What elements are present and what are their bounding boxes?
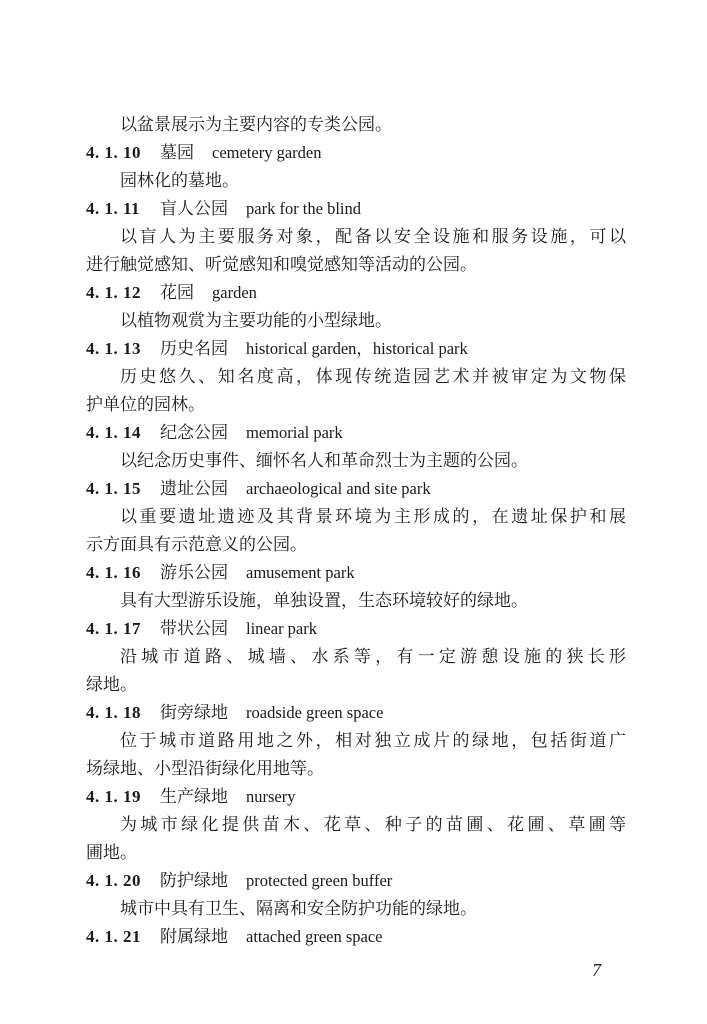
term-heading [86,335,626,363]
definition-line: 沿城市道路、城墙、水系等，有一定游憩设施的狭长形 [120,647,626,667]
term-english: nursery [246,787,296,806]
term-number: 4. 1. 17 [86,619,141,638]
definition-line: 位于城市道路用地之外，相对独立成片的绿地，包括街道广 [120,731,626,751]
term-heading [86,195,626,223]
document-page [86,111,626,951]
definition-line: 场绿地、小型沿街绿化用地等。 [86,759,324,779]
definition-line: 以植物观赏为主要功能的小型绿地。 [120,311,392,331]
term-number: 4. 1. 11 [86,199,141,218]
term-chinese: 带状公园 [160,619,228,639]
term-english: attached green space [246,927,383,946]
definition-line: 历史悠久、知名度高，体现传统造园艺术并被审定为文物保 [120,367,626,387]
term-english: memorial park [246,423,343,442]
term-chinese: 墓园 [160,143,194,163]
definition-line: 城市中具有卫生、隔离和安全防护功能的绿地。 [120,899,477,919]
definition-line: 护单位的园林。 [86,395,205,415]
term-chinese: 历史名园 [160,339,228,359]
definition-line: 为城市绿化提供苗木、花草、种子的苗圃、花圃、草圃等 [120,815,626,835]
definition-line: 以重要遗址遗迹及其背景环境为主形成的，在遗址保护和展 [120,507,626,527]
term-english: linear park [246,619,318,638]
term-number: 4. 1. 21 [86,927,141,946]
term-english: archaeological and site park [246,479,431,498]
definition-line: 圃地。 [86,843,137,863]
term-english: amusement park [246,563,355,582]
term-heading [86,923,626,951]
term-chinese: 附属绿地 [160,927,228,947]
term-heading [86,615,626,643]
term-heading [86,139,626,167]
term-english: park for the blind [246,199,362,218]
definition-line: 绿地。 [86,675,137,695]
term-english: roadside green space [246,703,384,722]
term-english: cemetery garden [212,143,322,162]
document-body [86,111,626,951]
term-english: protected green buffer [246,871,393,890]
term-chinese: 生产绿地 [160,787,228,807]
term-heading [86,279,626,307]
term-number: 4. 1. 15 [86,479,141,498]
term-english: historical garden，historical park [246,339,468,358]
definition-line: 以纪念历史事件、缅怀名人和革命烈士为主题的公园。 [120,451,528,471]
term-heading [86,475,626,503]
definition-line: 园林化的墓地。 [120,171,239,191]
definition-line: 进行触觉感知、听觉感知和嗅觉感知等活动的公园。 [86,255,477,275]
term-heading [86,867,626,895]
term-chinese: 街旁绿地 [160,703,228,723]
definition-line: 具有大型游乐设施，单独设置，生态环境较好的绿地。 [120,591,528,611]
term-number: 4. 1. 19 [86,787,141,806]
definition-line: 示方面具有示范意义的公园。 [86,535,307,555]
term-number: 4. 1. 16 [86,563,141,582]
term-number: 4. 1. 14 [86,423,141,442]
term-chinese: 盲人公园 [160,199,228,219]
term-english: garden [212,283,257,302]
term-heading [86,559,626,587]
term-number: 4. 1. 10 [86,143,141,162]
term-number: 4. 1. 20 [86,871,141,890]
definition-line: 以盆景展示为主要内容的专类公园。 [120,115,392,135]
term-chinese: 花园 [160,283,194,303]
definition-line: 以盲人为主要服务对象，配备以安全设施和服务设施，可以 [120,227,626,247]
term-chinese: 防护绿地 [160,871,228,891]
term-chinese: 遗址公园 [160,479,228,499]
term-heading [86,419,626,447]
term-heading [86,783,626,811]
term-number: 4. 1. 18 [86,703,141,722]
term-number: 4. 1. 13 [86,339,141,358]
term-number: 4. 1. 12 [86,283,141,302]
term-chinese: 游乐公园 [160,563,228,583]
term-heading [86,699,626,727]
term-chinese: 纪念公园 [160,423,228,443]
page-number: 7 [592,960,601,980]
